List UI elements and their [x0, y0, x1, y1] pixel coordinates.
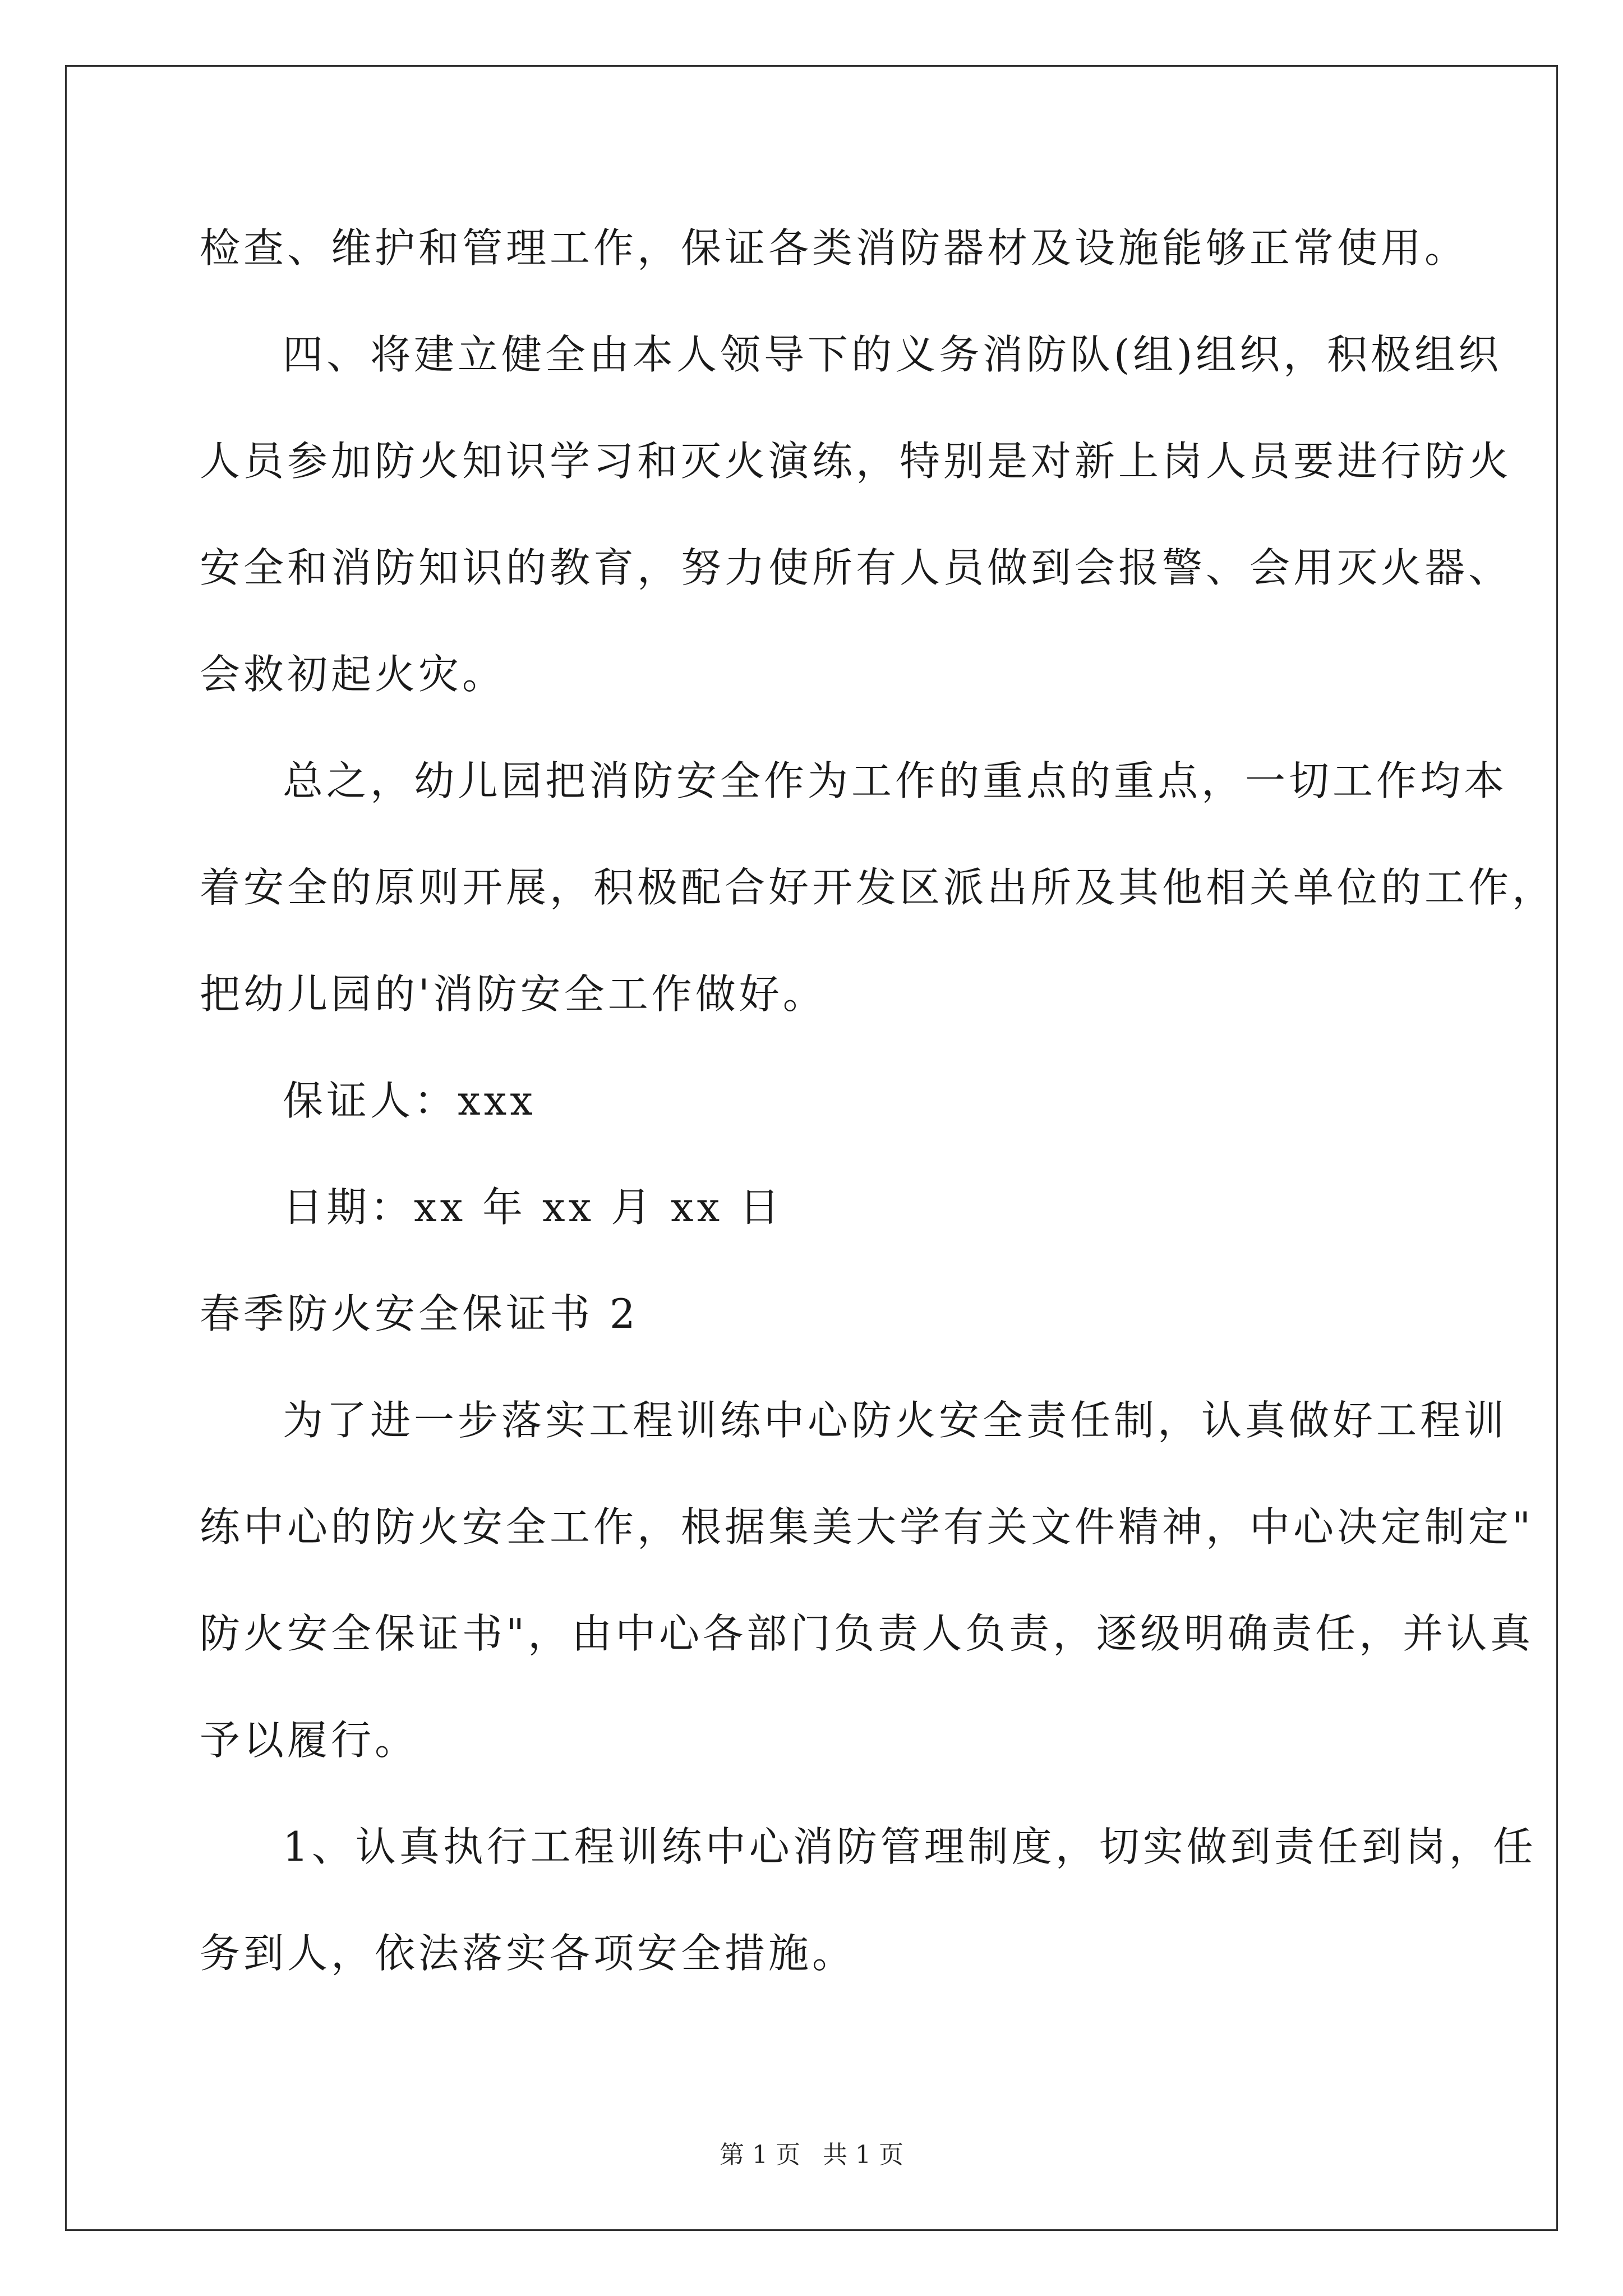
text-line: 四、将建立健全由本人领导下的义务消防队(组)组织，积极组织: [283, 331, 1502, 378]
page-footer: [0, 2138, 1623, 2172]
text-line: 把幼儿园的'消防安全工作做好。: [200, 970, 827, 1018]
text-line: 着安全的原则开展，积极配合好开发区派出所及其他相关单位的工作，: [200, 864, 1556, 911]
date-line: 日期：xx 年 xx 月 xx 日: [283, 1184, 783, 1231]
text-line: 安全和消防知识的教育，努力使所有人员做到会报警、会用灭火器、: [200, 544, 1513, 591]
text-line: 练中心的防火安全工作，根据集美大学有关文件精神，中心决定制定": [200, 1503, 1534, 1550]
section-title: 春季防火安全保证书 2: [200, 1290, 639, 1337]
text-line: 予以履行。: [200, 1717, 419, 1764]
text-line: 检查、维护和管理工作，保证各类消防器材及设施能够正常使用。: [200, 224, 1469, 272]
page-border: [65, 65, 1558, 2231]
text-line: 1、认真执行工程训练中心消防管理制度，切实做到责任到岗，任: [283, 1823, 1537, 1870]
text-line: 会救初起火灾。: [200, 651, 506, 698]
text-line: 务到人，依法落实各项安全措施。: [200, 1930, 856, 1977]
page-number: 第 1 页: [720, 2141, 800, 2169]
text-line: 总之，幼儿园把消防安全作为工作的重点的重点，一切工作均本: [283, 757, 1508, 804]
page-total: 共 1 页: [823, 2141, 903, 2169]
text-line: 为了进一步落实工程训练中心防火安全责任制，认真做好工程训: [283, 1397, 1508, 1444]
text-line: 人员参加防火知识学习和灭火演练，特别是对新上岗人员要进行防火: [200, 438, 1513, 485]
text-line: 防火安全保证书"，由中心各部门负责人负责，逐级明确责任，并认真: [200, 1610, 1534, 1657]
signer-line: 保证人：xxx: [283, 1077, 536, 1124]
